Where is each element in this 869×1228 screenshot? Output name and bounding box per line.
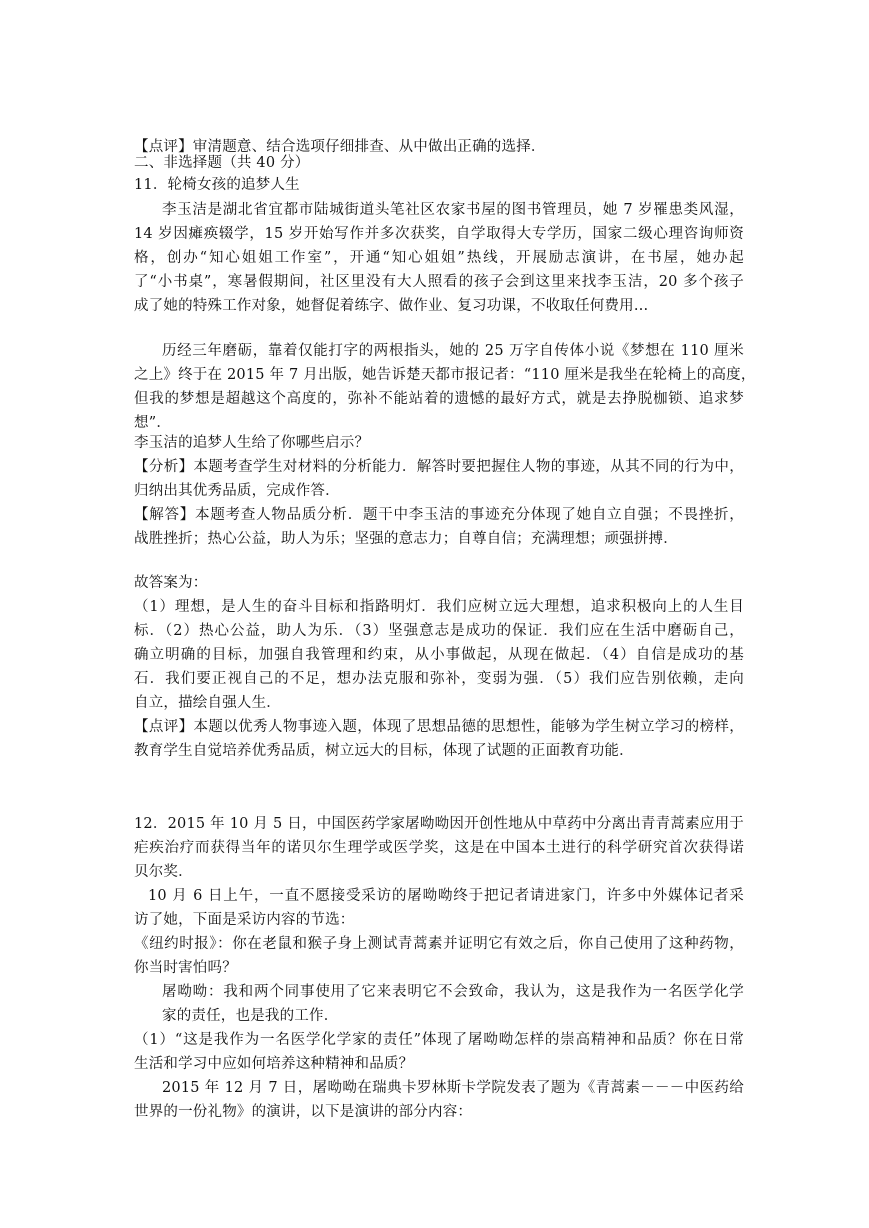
interview-intro-line: 访了她，下面是采访内容的节选： (134, 912, 355, 928)
answer-line: 标．（2）热心公益，助人为乐．（3）坚强意志是成功的保证．我们应在生活中磨砺自己， (134, 623, 744, 639)
analysis-line: 【分析】本题考查学生对材料的分析能力．解答时要把握住人物的事迹，从其不同的行为中， (134, 459, 744, 475)
answer-line: 自立，描绘自强人生． (134, 695, 281, 711)
section-heading: 二、非选择题（共 40 分） (134, 155, 310, 171)
interview-answer-line: 家的责任，也是我的工作． (162, 1008, 339, 1024)
question-12-line: 12．2015 年 10 月 5 日，中国医药学家屠呦呦因开创性地从中草药中分离出青青蒿素应用于 (134, 816, 744, 832)
question-11-title: 11．轮椅女孩的追梦人生 (134, 177, 300, 193)
sub-question-line: 生活和学习中应如何培养这种精神和品质？ (134, 1056, 414, 1072)
paragraph-line: 历经三年磨砺，靠着仅能打字的两根指头，她的 25 万字自传体小说《梦想在 110 厘米 (162, 343, 744, 359)
solution-line: 战胜挫折；热心公益，助人为乐；坚强的意志力；自尊自信；充满理想；顽强拼搏． (134, 531, 678, 547)
answer-line: （1）理想，是人生的奋斗目标和指路明灯．我们应树立远大理想，追求积极向上的人生目 (134, 599, 744, 615)
solution-line: 【解答】本题考查人物品质分析．题干中李玉洁的事迹充分体现了她自立自强；不畏挫折， (134, 507, 744, 523)
question-prompt: 李玉洁的追梦人生给了你哪些启示？ (134, 435, 370, 451)
interview-answer-line: 屠呦呦：我和两个同事使用了它来表明它不会致命，我认为，这是我作为一名医学化学 (162, 984, 744, 1000)
question-12-line: 贝尔奖． (134, 864, 193, 880)
answer-line: 石．我们要正视自己的不足，想办法克服和弥补，变弱为强．（5）我们应告别依赖，走向 (134, 671, 744, 687)
interview-question-line: 你当时害怕吗？ (134, 960, 237, 976)
analysis-line: 归纳出其优秀品质，完成作答． (134, 483, 340, 499)
review-comment-1: 【点评】审清题意、结合选项仔细排查、从中做出正确的选择． (134, 139, 546, 155)
interview-intro-line: 10 月 6 日上午，一直不愿接受采访的屠呦呦终于把记者请进家门，许多中外媒体记者采 (148, 888, 744, 904)
speech-intro-line: 世界的一份礼物》的演讲，以下是演讲的部分内容： (134, 1104, 473, 1120)
paragraph-line: 了“小书桌”，寒暑假期间，社区里没有大人照看的孩子会到这里来找李玉洁，20 多个孩子 (134, 274, 744, 290)
review-comment-2: 【点评】本题以优秀人物事迹入题，体现了思想品德的思想性，能够为学生树立学习的榜样， (134, 719, 744, 735)
review-comment-2: 教育学生自觉培养优秀品质，树立远大的目标，体现了试题的正面教育功能． (134, 743, 634, 759)
paragraph-line: 之上》终于在 2015 年 7 月出版，她告诉楚天都市报记者：“110 厘米是我坐在轮椅上的高度， (134, 367, 756, 383)
paragraph-line: 李玉洁是湖北省宜都市陆城街道头笔社区农家书屋的图书管理员，她 7 岁罹患类风湿， (162, 202, 744, 218)
paragraph-line: 想”． (134, 415, 172, 431)
paragraph-line: 格，创办“知心姐姐工作室”，开通“知心姐姐”热线，开展励志演讲，在书屋，她办起 (134, 250, 744, 266)
answer-line: 确立明确的目标，加强自我管理和约束，从小事做起，从现在做起．（4）自信是成功的基 (134, 647, 744, 663)
question-12-line: 疟疾治疗而获得当年的诺贝尔生理学或医学奖，这是在中国本土进行的科学研究首次获得诺 (134, 840, 744, 856)
answer-label: 故答案为： (134, 575, 208, 591)
sub-question-line: （1）“这是我作为一名医学化学家的责任”体现了屠呦呦怎样的崇高精神和品质？你在日常 (134, 1032, 744, 1048)
paragraph-line: 14 岁因瘫痪辍学，15 岁开始写作并多次获奖，自学取得大专学历，国家二级心理咨询师资 (134, 226, 744, 242)
paragraph-line: 但我的梦想是超越这个高度的，弥补不能站着的遗憾的最好方式，就是去挣脱枷锁、追求梦 (134, 391, 744, 407)
interview-question-line: 《纽约时报》：你在老鼠和猴子身上测试青蒿素并证明它有效之后，你自己使用了这种药物， (134, 936, 744, 952)
speech-intro-line: 2015 年 12 月 7 日，屠呦呦在瑞典卡罗林斯卡学院发表了题为《青蒿素－－－中医药给 (162, 1080, 744, 1096)
paragraph-line: 成了她的特殊工作对象，她督促着练字、做作业、复习功课，不收取任何费用… (134, 298, 649, 314)
